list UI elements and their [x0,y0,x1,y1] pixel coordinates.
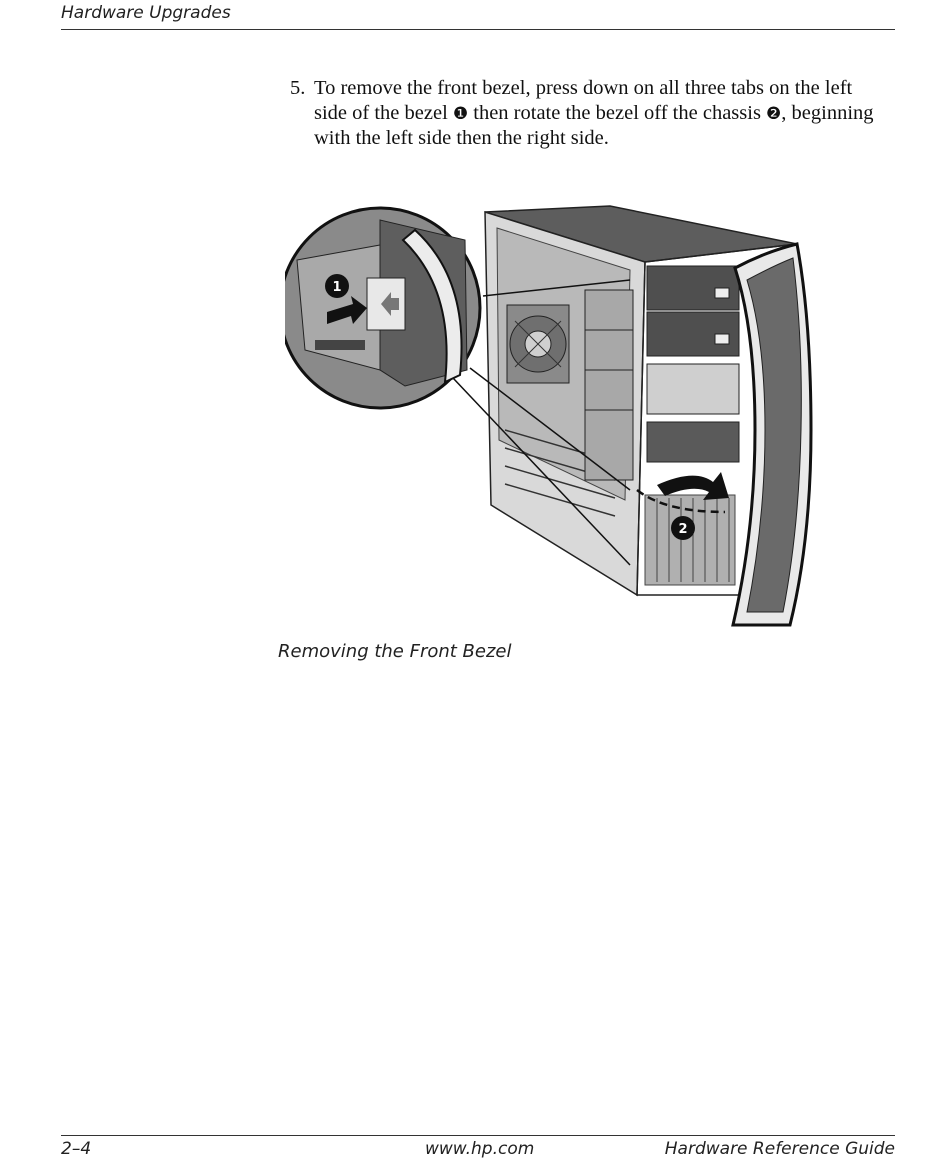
page-header-title: Hardware Upgrades [61,3,231,23]
step-text-part-3: , beginning with the left side then the right side. [314,101,874,149]
header-rule [61,29,895,30]
footer-page-number: 2–4 [61,1139,92,1159]
step-text [314,76,880,151]
bezel-removal-illustration [285,200,820,630]
step-5-instruction [290,76,880,151]
front-vent-grille [645,495,735,585]
footer-rule [61,1135,895,1136]
footer-url: www.hp.com [425,1139,535,1159]
step-text-part-2: then rotate the bezel off the chassis [468,101,767,124]
callout-2-glyph: ❷ [766,103,782,124]
optical-drive-bays [647,266,739,462]
footer-guide-title: Hardware Reference Guide [664,1139,895,1159]
figure-caption: Removing the Front Bezel [278,641,512,662]
drive-cage [585,290,633,480]
zoom-inset [285,208,480,408]
callout-2-label: 2 [678,522,688,537]
step-text-part-1: To remove the front bezel, press down on all three tabs on the left side of the bezel [314,77,853,124]
callout-1-glyph: ❶ [452,103,469,124]
step-number: 5. [290,77,306,99]
fan-assembly [507,305,569,383]
callout-1-label: 1 [332,280,342,295]
